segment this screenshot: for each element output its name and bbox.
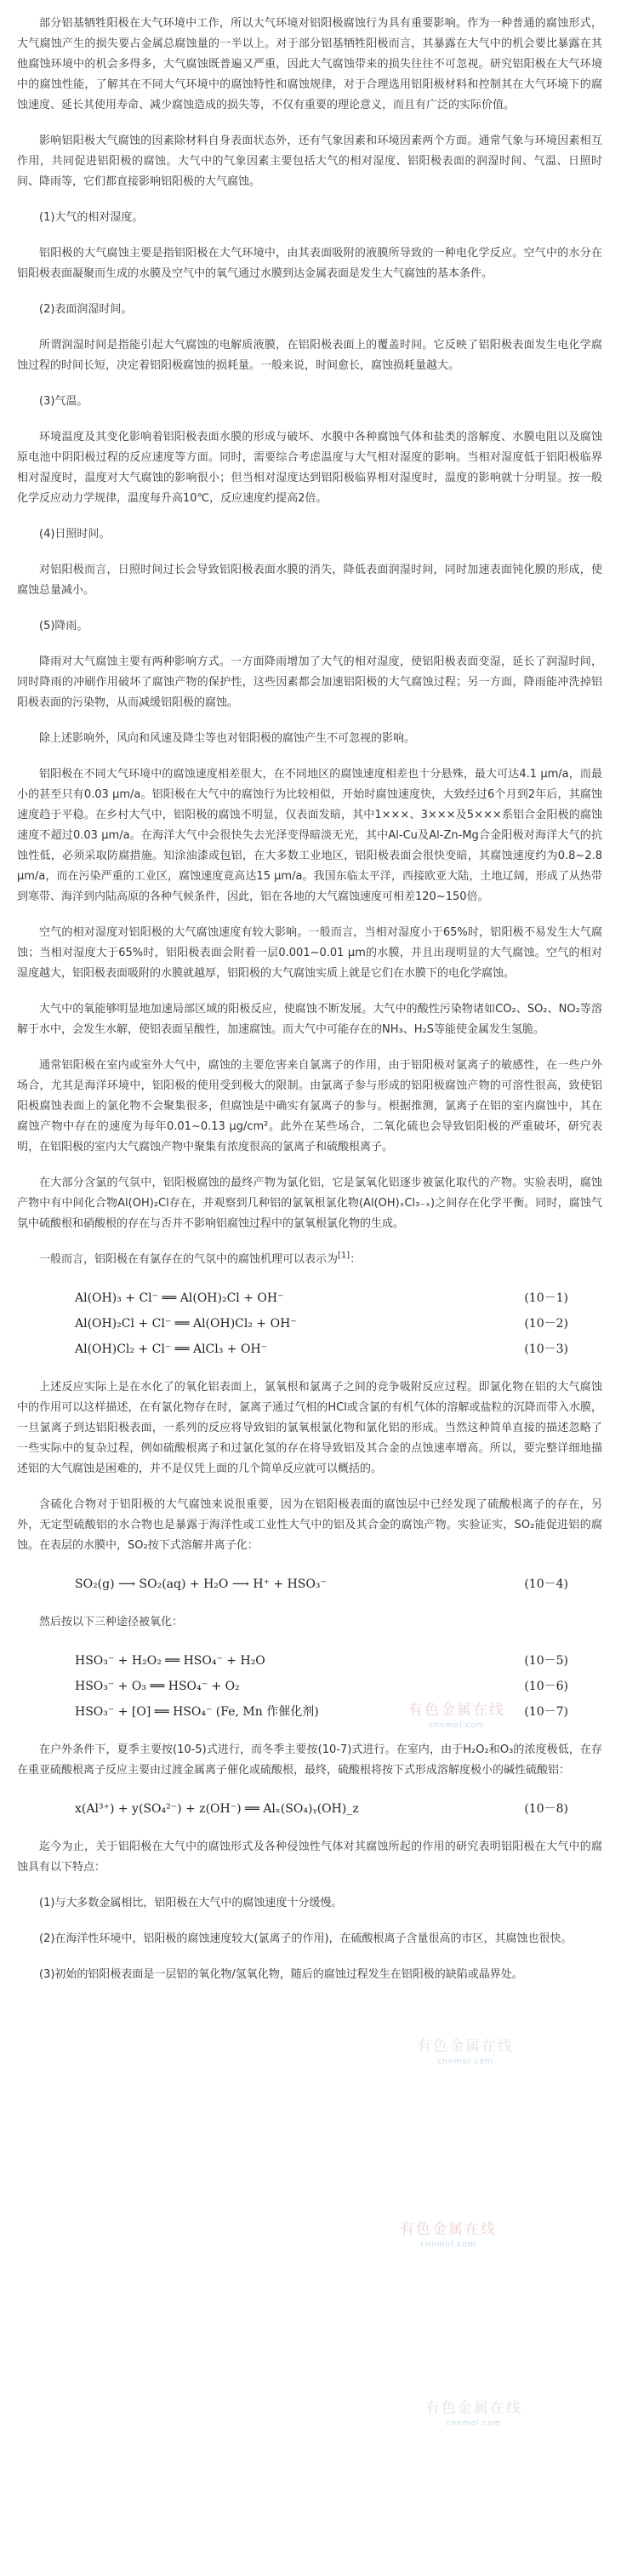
watermark-text: 有色金属在线 [408,1702,505,1719]
paragraph-relative-humidity: 空气的相对湿度对铝阳极的大气腐蚀速度有较大影响。一般而言，当相对湿度小于65%时，铝阳极不易发生大气腐蚀；当相对湿度大于65%时，铝阳极表面会附着一层0.001~0.01 μm的水膜，并且出现明显的大气腐蚀。空气的相对湿度越大，铝阳极表面吸附的水膜就越厚，铝阳极的大气腐蚀实质上就是它们在水膜下的电化学腐蚀。 [17,926,602,980]
watermark-url: cnnmol.com [446,2419,502,2428]
paragraph-corrosion-rate: 铝阳极在不同大气环境中的腐蚀速度相差很大，在不同地区的腐蚀速度相差也十分悬殊，最大可达4.1 μm/a，而最小的甚至只有0.03 μm/a。铝阳极在大气中的腐蚀行为比较相似，开始时腐蚀速度快，大致经过6个月到2年后，其腐蚀速度趋于平稳。在乡村大气中，铝阳极的腐蚀不明显，仅表面发暗，其中1×××、3×××及5×××系铝合金阳极的腐蚀速度不超过0.03 μm/a。在海洋大气中会很快失去光泽变得暗淡无光，其中Al-Cu及Al-Zn-Mg合金阳极对海洋大气的抗蚀性低，必须采取防腐措施。知涂油漆或包铝，在大多数工业地区，铝阳极表面会很快变暗，其腐蚀速度约为0.8~2.8 μm/a，而在污染严重的工业区，腐蚀速度竟高达15 μm/a。我国东临太平洋，西接欧亚大陆，土地辽阔，形成了从热带到寒带、海洋到内陆高原的各种气候条件，因此，铝在各地的大气腐蚀速度可相差120~150倍。 [17,768,602,903]
watermark-text: 有色金属在线 [417,2038,514,2055]
paragraph-chloride-products: 在大部分含氯的气氛中，铝阳极腐蚀的最终产物为氯化铝，它是氯氧化铝逐步被氯化取代的产物。实验表明，腐蚀产物中有中间化合物Al(OH)₂Cl存在，并观察到几种铝的氯氧根氯化物(Al(OH)ₓCl₃₋ₓ)之间存在化学平衡。同时，腐蚀气氛中硫酸根和硝酸根的存在与否并不影响铝腐蚀过程中的氯氧根氯化物的生成。 [17,1176,602,1230]
conclusion-item-2: (2)在海洋性环境中，铝阳极的腐蚀速度较大(氯离子的作用)，在硫酸根离子含量很高的市区，其腐蚀也很快。 [39,1932,573,1945]
equation-row [17,1571,602,1597]
paragraph-summary-intro: 迄今为止，关于铝阳极在大气中的腐蚀形式及各种侵蚀性气体对其腐蚀所起的作用的研究表明铝阳极在大气中的腐蚀具有以下特点： [17,1840,602,1874]
equation-number: (10－8) [524,1802,568,1816]
heading-rain: (5)降雨。 [39,620,88,633]
paragraph-sunshine: 对铝阳极而言，日照时间过长会导致铝阳极表面水膜的消失，降低表面润湿时间，同时加速表面钝化膜的形成，使腐蚀总量减小。 [17,564,602,597]
paragraph-mechanism-intro [17,1250,602,1270]
conclusion-item-3: (3)初始的铝阳极表面是一层铝的氧化物/氢氧化物，随后的腐蚀过程发生在铝阳极的缺陷或晶界处。 [39,1968,523,1981]
equation-expression: Al(OH)₃ + Cl⁻ ══ Al(OH)₂Cl + OH⁻ [75,1291,284,1305]
watermark-url: cnnmol.com [429,1721,485,1730]
mechanism-intro-text: 一般而言，铝阳极在有氯存在的气氛中的腐蚀机理可以表示为 [39,1253,339,1266]
formula-block-oxidation [17,1648,602,1725]
equation-number: (10－5) [524,1654,568,1668]
heading-humidity: (1)大气的相对湿度。 [39,211,144,224]
watermark-text: 有色金属在线 [425,2400,522,2417]
reference-marker: [1] [338,1251,350,1261]
paragraph-intro: 部分铝基牺牲阳极在大气环境中工作，所以大气环境对铝阳极腐蚀行为具有重要影响。作为一种普通的腐蚀形式，大气腐蚀产生的损失要占金属总腐蚀量的一半以上。对于部分铝基牺牲阳极而言，其暴露在大气中的机会要比暴露在其他腐蚀环境中的机会多得多，大气腐蚀既普遍又严重，因此大气腐蚀带来的损失往往不可忽视。研究铝阳极在大气环境中的腐蚀性能，了解其在不同大气环境中的腐蚀特性和腐蚀规律，对于合理选用铝阳极材料和控制其在大气环境下的腐蚀速度、延长其使用寿命、减少腐蚀造成的损失等，不仅有重要的理论意义，而且有广泛的实际价值。 [17,17,602,112]
heading-wetting-time: (2)表面润湿时间。 [39,303,133,316]
equation-expression: HSO₃⁻ + [O] ══ HSO₄⁻ (Fe, Mn 作催化剂) [75,1705,319,1719]
paragraph-chloride: 通常铝阳极在室内或室外大气中，腐蚀的主要危害来自氯离子的作用，由于铝阳极对氯离子的敏感性，在一些户外场合，尤其是海洋环境中，铝阳极的使用受到极大的限制。由氯离子参与形成的铝阳极腐蚀产物的可溶性很高，致使铝阳极腐蚀表面上的氯化物不会聚集很多，但腐蚀是中确实有氯离子的参与。根据推测，氯离子在铝的室内腐蚀中，其在腐蚀产物中存在的速度为每年0.01~0.13 μg/cm²。此外在某些场合，二氧化硫也会导致铝阳极的严重破坏，研究表明，在铝阳极的室内大气腐蚀产物中聚集有浓度很高的氯离子和硫酸根离子。 [17,1059,602,1153]
paragraph-temperature: 环境温度及其变化影响着铝阳极表面水膜的形成与破坏、水膜中各种腐蚀气体和盐类的溶解度、水膜电阻以及腐蚀原电池中阴阳极过程的反应速度等方面。同时，需要综合考虑温度与大气相对湿度的影响。当相对湿度低于铝阳极临界相对湿度时，温度对大气腐蚀的影响很小；但当相对湿度达到铝阳极临界相对湿度时，温度的影响就十分明显。按一般化学反应动力学规律，温度每升高10℃，反应速度约提高2倍。 [17,431,602,505]
formula-block-basic-sulfate [17,1796,602,1822]
paragraph-humidity: 铝阳极的大气腐蚀主要是指铝阳极在大气环境中，由其表面吸附的液膜所导致的一种电化学反应。空气中的水分在铝阳极表面凝聚而生成的水膜及空气中的氧气通过水膜到达金属表面是发生大气腐蚀的基本条件。 [17,247,602,280]
equation-number: (10－2) [524,1317,568,1331]
equation-row [17,1674,602,1699]
equation-number: (10－4) [524,1577,568,1591]
heading-temperature: (3)气温。 [39,395,88,408]
equation-expression: SO₂(g) ⟶ SO₂(aq) + H₂O ⟶ H⁺ + HSO₃⁻ [75,1577,327,1591]
equation-row [17,1337,602,1362]
paragraph-outdoor-indoor: 在户外条件下，夏季主要按(10-5)式进行，而冬季主要按(10-7)式进行。在室内，由于H₂O₂和O₃的浓度极低，在存在重亚硫酸根离子反应主要由过渡金属离子催化或硫酸根，最终，硫酸根将按下式形成溶解度极小的碱性硫酸铝： [17,1743,602,1777]
paragraph-wind-dust: 除上述影响外，风向和风速及降尘等也对铝阳极的腐蚀产生不可忽视的影响。 [39,732,416,745]
equation-expression: HSO₃⁻ + O₃ ══ HSO₄⁻ + O₂ [75,1680,240,1693]
conclusion-item-1: (1)与大多数金属相比，铝阳极在大气中的腐蚀速度十分缓慢。 [39,1897,343,1909]
equation-number: (10－1) [524,1291,568,1305]
paragraph-oxidation-routes: 然后按以下三种途径被氧化： [39,1616,184,1629]
equation-number: (10－6) [524,1680,568,1693]
equation-number: (10－7) [524,1705,568,1719]
equation-number: (10－3) [524,1342,568,1356]
equation-row [17,1699,602,1725]
equation-expression: Al(OH)₂Cl + Cl⁻ ══ Al(OH)Cl₂ + OH⁻ [75,1317,297,1331]
equation-row [17,1311,602,1337]
watermark-text: 有色金属在线 [400,2221,497,2238]
formula-block-so2 [17,1571,602,1597]
paragraph-pollutants: 大气中的氧能够明显地加速局部区域的阳极反应，使腐蚀不断发展。大气中的酸性污染物诸如CO₂、SO₂、NO₂等溶解于水中，会发生水解，使铝表面呈酸性，加速腐蚀。而大气中可能存在的NH₃、H₂S等能使金属发生氢脆。 [17,1003,602,1036]
paragraph-sulfur-compounds: 含硫化合物对于铝阳极的大气腐蚀来说很重要，因为在铝阳极表面的腐蚀层中已经发现了硫酸根离子的存在，另外，无定型硫酸铝的水合物也是暴露于海洋性或工业性大气中的铝及其合金的腐蚀产物。实验证实，SO₂能促进铝的腐蚀。在表层的水膜中，SO₂按下式溶解并离子化： [17,1498,602,1552]
equation-expression: Al(OH)Cl₂ + Cl⁻ ══ AlCl₃ + OH⁻ [75,1342,268,1356]
watermark-url: cnnmol.com [420,2241,476,2249]
equation-row [17,1285,602,1311]
equation-expression: HSO₃⁻ + H₂O₂ ══ HSO₄⁻ + H₂O [75,1654,265,1668]
equation-expression: x(Al³⁺) + y(SO₄²⁻) + z(OH⁻) ══ Alₓ(SO₄)ᵧ(OH)_z [75,1802,359,1816]
equation-row [17,1648,602,1674]
paragraph-competitive-adsorption: 上述反应实际上是在水化了的氧化铝表面上，氯氧根和氯离子之间的竞争吸附反应过程。即氯化物在铝的大气腐蚀中的作用可以这样描述，在有氯化物存在时，氯离子通过气相的HCl或含氯的有机气体的溶解或盐粒的沉降而带入水膜，一旦氯离子到达铝阳极表面，一系列的反应将导致铝的氯氧根氯化物和氯化铝的形成。当然这种简单直接的描述忽略了一些实际中的复杂过程，例如硫酸根离子和过氯化氢的存在将导致铝及其合金的点蚀速率增高。所以，要完整详细地描述铝的大气腐蚀是困难的，并不是仅凭上面的几个简单反应就可以概括的。 [17,1381,602,1475]
equation-row [17,1796,602,1822]
paragraph-wetting-time: 所谓润湿时间是指能引起大气腐蚀的电解质液膜，在铝阳极表面上的覆盖时间。它反映了铝阳极表面发生电化学腐蚀过程的时间长短，决定着铝阳极腐蚀的损耗量。一般来说，时间愈长，腐蚀损耗量越大。 [17,339,602,372]
paragraph-rain: 降雨对大气腐蚀主要有两种影响方式。一方面降雨增加了大气的相对湿度，使铝阳极表面变湿，延长了润湿时间，同时降雨的冲刷作用破坏了腐蚀产物的保护性，这些因素都会加速铝阳极的大气腐蚀过程；另一方面，降雨能冲洗掉铝阳极表面的污染物，从而减缓铝阳极的腐蚀。 [17,655,602,709]
mechanism-intro-colon: ： [350,1253,362,1266]
formula-block-chloride [17,1285,602,1362]
paragraph-factors: 影响铝阳极大气腐蚀的因素除材料自身表面状态外，还有气象因素和环境因素两个方面。通常气象与环境因素相互作用，共同促进铝阳极的腐蚀。大气中的气象因素主要包括大气的相对湿度、铝阳极表面的润湿时间、气温、日照时间、降雨等，它们都直接影响铝阳极的大气腐蚀。 [17,135,602,188]
heading-sunshine: (4)日照时间。 [39,528,111,541]
watermark-url: cnnmol.com [437,2058,493,2066]
